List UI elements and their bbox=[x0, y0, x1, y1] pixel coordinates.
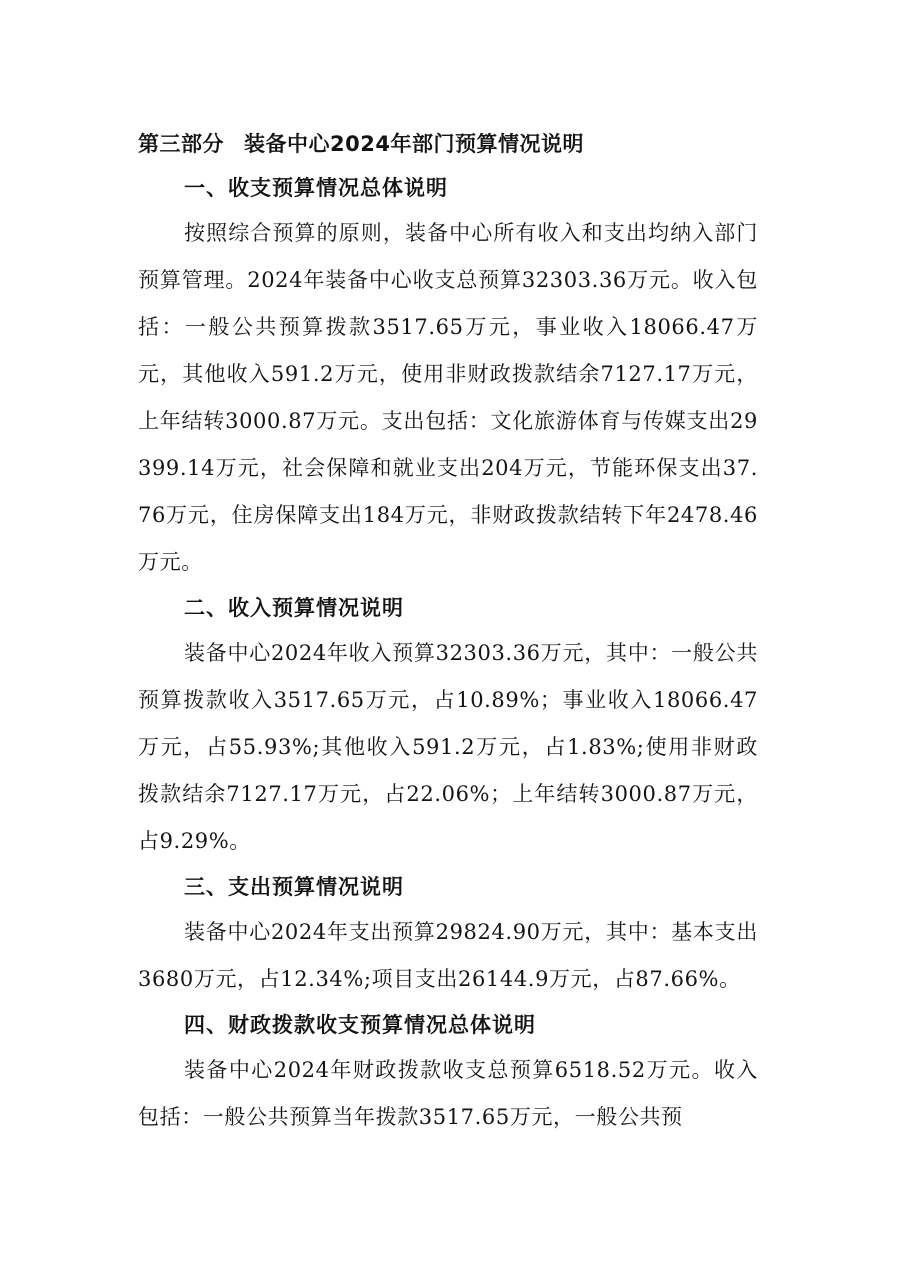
section-body-4: 装备中心2024年财政拨款收支总预算6518.52万元。收入包括：一般公共预算当年拨款3517.65万元，一般公共预 bbox=[138, 1058, 758, 1129]
section-heading-2: 二、收入预算情况说明 bbox=[184, 596, 404, 620]
document-page bbox=[138, 122, 758, 1141]
section-heading-1: 一、收支预算情况总体说明 bbox=[184, 176, 448, 200]
section-heading-3: 三、支出预算情况说明 bbox=[184, 875, 404, 899]
document-title bbox=[138, 122, 758, 166]
section-heading-4: 四、财政拨款收支预算情况总体说明 bbox=[184, 1013, 536, 1037]
title-text: 装备中心2024年部门预算情况说明 bbox=[244, 132, 584, 156]
section-body-3: 装备中心2024年支出预算29824.90万元，其中：基本支出3680万元，占12.34%;项目支出26144.9万元，占87.66%。 bbox=[138, 920, 758, 991]
section-body-2: 装备中心2024年收入预算32303.36万元，其中：一般公共预算拨款收入3517.65万元，占10.89%；事业收入18066.47万元，占55.93%;其他收入591.2万元，占1.83%;使用非财政拨款结余7127.17万元，占22.06%；上年结转3000.87万元，占9.29%。 bbox=[138, 641, 758, 853]
title-part: 第三部分 bbox=[138, 132, 224, 156]
section-body-1: 按照综合预算的原则，装备中心所有收入和支出均纳入部门预算管理。2024年装备中心收支总预算32303.36万元。收入包括：一般公共预算拨款3517.65万元，事业收入18066.47万元，其他收入591.2万元，使用非财政拨款结余7127.17万元，上年结转3000.87万元。支出包括：文化旅游体育与传媒支出29399.14万元，社会保障和就业支出204万元，节能环保支出37.76万元，住房保障支出184万元，非财政拨款结转下年2478.46万元。 bbox=[138, 221, 758, 574]
